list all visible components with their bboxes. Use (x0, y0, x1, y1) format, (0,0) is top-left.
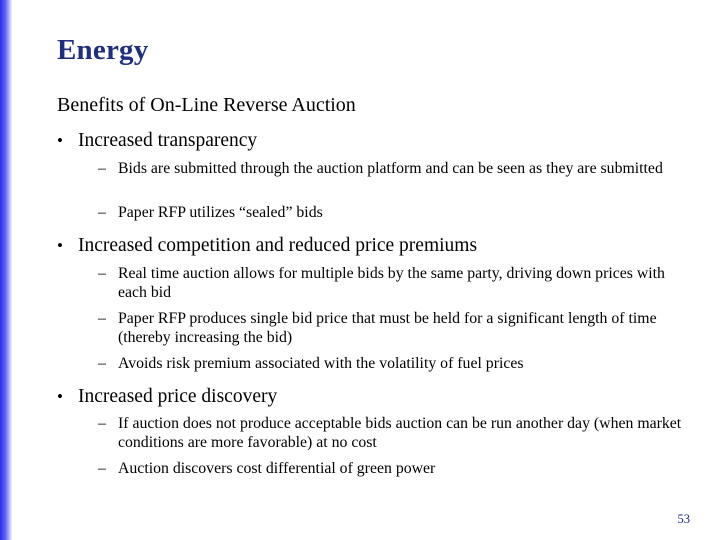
sub-item: – If auction does not produce acceptable bids auction can be run another day (when market conditions are more favorable) at no cost (98, 415, 682, 451)
sub-item: – Paper RFP utilizes “sealed” bids (98, 204, 323, 221)
bullet-heading: Increased price discovery (78, 386, 278, 407)
dash-icon: – (98, 310, 106, 327)
left-accent-bar (0, 0, 12, 540)
dash-icon: – (98, 415, 106, 432)
page-number: 53 (677, 512, 690, 526)
sub-item: – Bids are submitted through the auction platform and can be seen as they are submitted (98, 160, 663, 177)
bullet-heading: Increased competition and reduced price premiums (78, 235, 478, 256)
bullet-dot-icon: • (57, 236, 63, 255)
sub-item: – Avoids risk premium associated with the volatility of fuel prices (98, 355, 524, 372)
dash-icon: – (98, 355, 106, 372)
sub-item: – Real time auction allows for multiple bids by the same party, driving down prices with each bid (98, 265, 665, 301)
sub-item: – Paper RFP produces single bid price that must be held for a significant length of time (thereby increasing the bid) (98, 310, 657, 346)
slide-title: Energy (57, 34, 149, 66)
bullet-heading: Increased transparency (78, 130, 258, 151)
bullet-competition (57, 234, 477, 258)
dash-icon: – (98, 160, 106, 177)
sub-item: – Auction discovers cost differential of green power (98, 460, 436, 477)
bullet-dot-icon: • (57, 387, 63, 406)
bullet-transparency (57, 129, 257, 153)
dash-icon: – (98, 265, 106, 282)
dash-icon: – (98, 460, 106, 477)
slide-subtitle: Benefits of On-Line Reverse Auction (57, 94, 356, 116)
bullet-dot-icon: • (57, 131, 63, 150)
bullet-price-discovery (57, 385, 277, 409)
dash-icon: – (98, 204, 106, 221)
